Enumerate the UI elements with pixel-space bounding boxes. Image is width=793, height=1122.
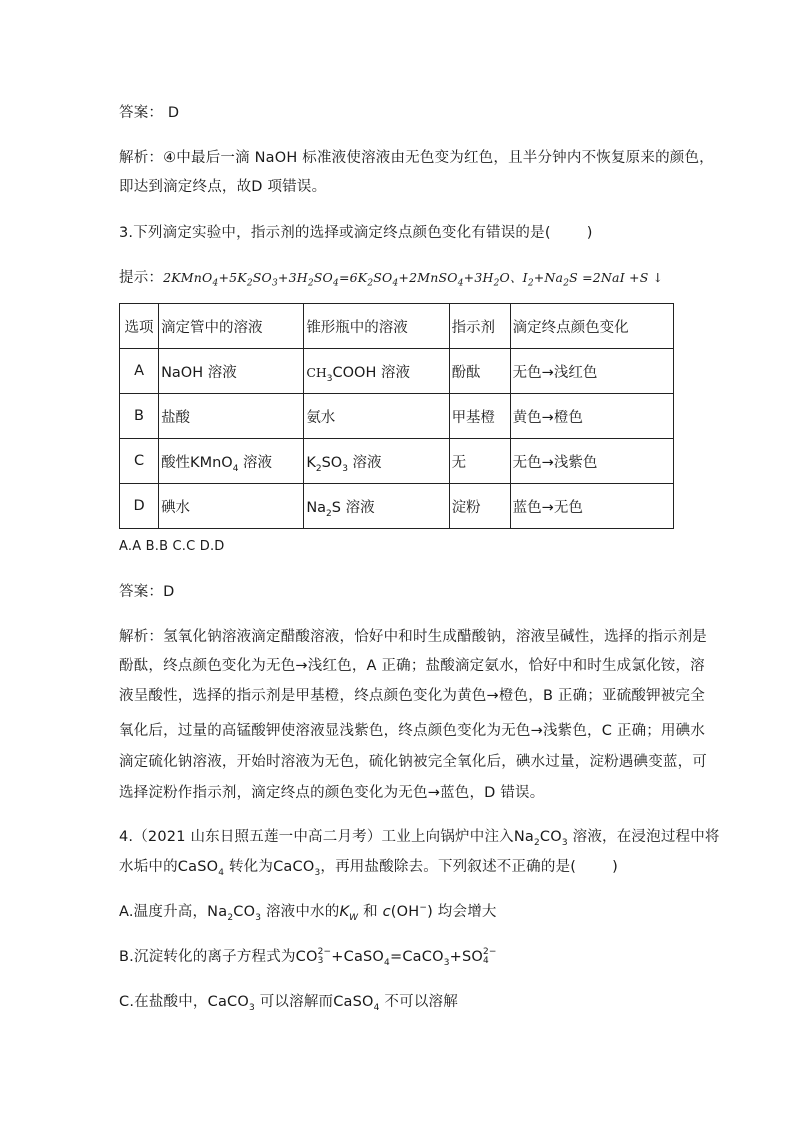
question-4-line-2 [119,857,618,877]
opt-sup: − [419,903,428,914]
hint-part: 2KMnO [163,270,213,285]
question-3-paren-end: ) [586,225,593,241]
q4-sub: 3 [561,837,568,848]
opt-sub: 3 [248,1002,255,1013]
cell-burette: 盐酸 [159,394,304,439]
opt-part: =CaCO [389,949,444,965]
opt-sub: 3 [443,957,450,968]
cell-sub: 2 [315,463,322,474]
cell-option: D [120,484,159,529]
opt-part: +SO [449,949,483,965]
question-3-hint [119,268,663,288]
hint-part: +3H [463,270,494,285]
hint-part: +Na [533,270,564,285]
analysis-3-line-1: 解析：氢氧化钠溶液滴定醋酸溶液，恰好中和时生成醋酸钠，溶液呈碱性，选择的指示剂是 [119,629,707,645]
cell-color-change: 蓝色→无色 [510,484,673,529]
cell-part: SO [321,454,343,471]
cell-part: COOH 溶液 [332,364,410,381]
hint-part: O、I [499,270,528,285]
cell-part: 溶液 [347,454,382,471]
opt-part: B.沉淀转化的离子方程式为CO [119,949,318,965]
question-3-options: A.A B.B C.C D.D [119,539,225,554]
hint-part: =6K [338,270,368,285]
hint-sub: 4 [212,278,219,289]
table-row [120,349,674,394]
hint-part: S =2NaI +S ↓ [569,270,664,285]
opt-sub: 4 [384,957,390,968]
q4-part: 4.（2021 山东日照五莲一中高二月考）工业上向锅炉中注入Na [119,829,534,845]
header-indicator: 指示剂 [449,304,510,349]
header-burette: 滴定管中的溶液 [159,304,304,349]
q4-sub: 4 [218,867,225,878]
titration-table [119,303,674,529]
cell-sub: 2 [326,508,332,519]
cell-option: A [120,349,159,394]
opt-sup: 2− [317,947,332,957]
analysis-3-line-3: 液呈酸性，选择的指示剂是甲基橙，终点颜色变化为黄色→橙色，B 正确；亚硫酸钾被完全 [119,688,705,704]
cell-option: C [120,439,159,484]
cell-part: 酸性KMnO [161,454,233,471]
cell-indicator: 甲基橙 [449,394,510,439]
q4-part: 转化为CaCO [224,859,315,875]
hint-label: 提示： [119,270,164,286]
hint-sub: 2 [246,278,253,289]
hint-part: SO [252,270,272,285]
q4-part: ，再用盐酸除去。下列叙述不正确的是( [320,859,577,875]
q4-part: 溶液，在浸泡过程中将 [567,829,720,845]
cell-color-change: 黄色→橙色 [510,394,673,439]
hint-part: SO [373,270,393,285]
analysis-1-line-2: 即达到滴定终点，故D 项错误。 [119,179,327,195]
cell-flask [304,439,449,484]
analysis-1-line-1: 解析：④中最后一滴 NaOH 标准液使溶液由无色变为红色，且半分钟内不恢复原来的颜色， [119,150,714,166]
hint-part: +5K [218,270,247,285]
analysis-3-line-2: 酚酞，终点颜色变化为无色→浅红色，A 正确；盐酸滴定氨水，恰好中和时生成氯化铵，溶 [119,658,705,674]
hint-sub: 2 [493,278,500,289]
cell-burette [159,439,304,484]
opt-part: 溶液中水的 [261,904,340,920]
answer-3: 答案：D [119,584,175,600]
cell-part: S 溶液 [331,499,375,516]
hint-sub: 2 [367,278,374,289]
cell-color-change: 无色→浅红色 [510,349,673,394]
hint-sub: 2 [563,278,570,289]
q4-sub: 3 [314,867,321,878]
opt-part: A.温度升高，Na [119,904,228,920]
opt-part: ) 均会增大 [427,904,497,920]
hint-sub: 2 [527,278,534,289]
hint-part: +3H [277,270,308,285]
cell-indicator: 酚酞 [449,349,510,394]
hint-part: +2MnSO [398,270,458,285]
hint-sub: 4 [333,278,339,289]
opt-sub: 3 [317,956,324,966]
option-a [119,902,497,922]
opt-part: 可以溶解而CaSO [254,994,374,1010]
q4-part: 水垢中的CaSO [119,859,219,875]
opt-sub: 4 [483,956,489,966]
cell-burette: 碘水 [159,484,304,529]
opt-sub: 2 [227,912,234,923]
table-row [120,484,674,529]
opt-sup: 2− [483,947,497,957]
opt-part: K [339,904,350,920]
answer-1: 答案： D [119,105,180,121]
opt-part: C.在盐酸中，CaCO [119,994,249,1010]
table-row [120,394,674,439]
q4-paren-end: ) [612,859,618,875]
hint-sub: 4 [392,278,399,289]
question-4-line-1 [119,827,720,847]
opt-part: 和 [358,904,383,920]
table-row [120,439,674,484]
analysis-3-line-5: 滴定硫化钠溶液，开始时溶液为无色，硫化钠被完全氧化后，碘水过量，淀粉遇碘变蓝，可 [119,754,707,770]
hint-part: SO [313,270,333,285]
cell-option: B [120,394,159,439]
hint-sub: 2 [307,278,314,289]
cell-flask: 氨水 [304,394,449,439]
opt-sub: 3 [255,912,262,923]
header-flask: 锥形瓶中的溶液 [304,304,449,349]
cell-flask [304,349,449,394]
ion-charge-stack [483,948,497,966]
opt-part: CO [233,904,256,920]
cell-color-change: 无色→浅紫色 [510,439,673,484]
analysis-3-line-6: 选择淀粉作指示剂，滴定终点的颜色变化为无色→蓝色，D 错误。 [119,785,545,801]
cell-burette: NaOH 溶液 [159,349,304,394]
question-3-stem [119,223,593,243]
opt-sub: W [349,912,359,923]
cell-indicator: 无 [449,439,510,484]
cell-indicator: 淀粉 [449,484,510,529]
analysis-3-line-4: 氧化后，过量的高锰酸钾使溶液显浅紫色，终点颜色变化为无色→浅紫色，C 正确；用碘水 [119,723,706,739]
table-header-row [120,304,674,349]
hint-equation [163,270,664,289]
opt-part: (OH [390,904,420,920]
opt-part: c [382,904,391,920]
cell-part: Na [306,499,327,516]
cell-part: 溶液 [238,454,273,471]
cell-part: CH [306,364,327,380]
opt-part: +CaSO [331,949,385,965]
cell-sub: 3 [342,463,348,474]
ion-charge-stack [318,948,332,966]
cell-part: K [306,454,316,471]
opt-part: 不可以溶解 [379,994,458,1010]
q4-sub: 2 [533,837,540,848]
cell-flask [304,484,449,529]
cell-sub: 4 [232,463,239,474]
header-color-change: 滴定终点颜色变化 [510,304,673,349]
hint-sub: 3 [271,278,278,289]
hint-sub: 4 [457,278,464,289]
option-b [119,947,497,967]
opt-sub: 4 [373,1002,380,1013]
question-3-text: 3.下列滴定实验中，指示剂的选择或滴定终点颜色变化有错误的是( [119,225,551,241]
option-c [119,992,458,1012]
header-option: 选项 [120,304,159,349]
q4-part: CO [539,829,562,845]
cell-sub: 3 [326,373,333,384]
